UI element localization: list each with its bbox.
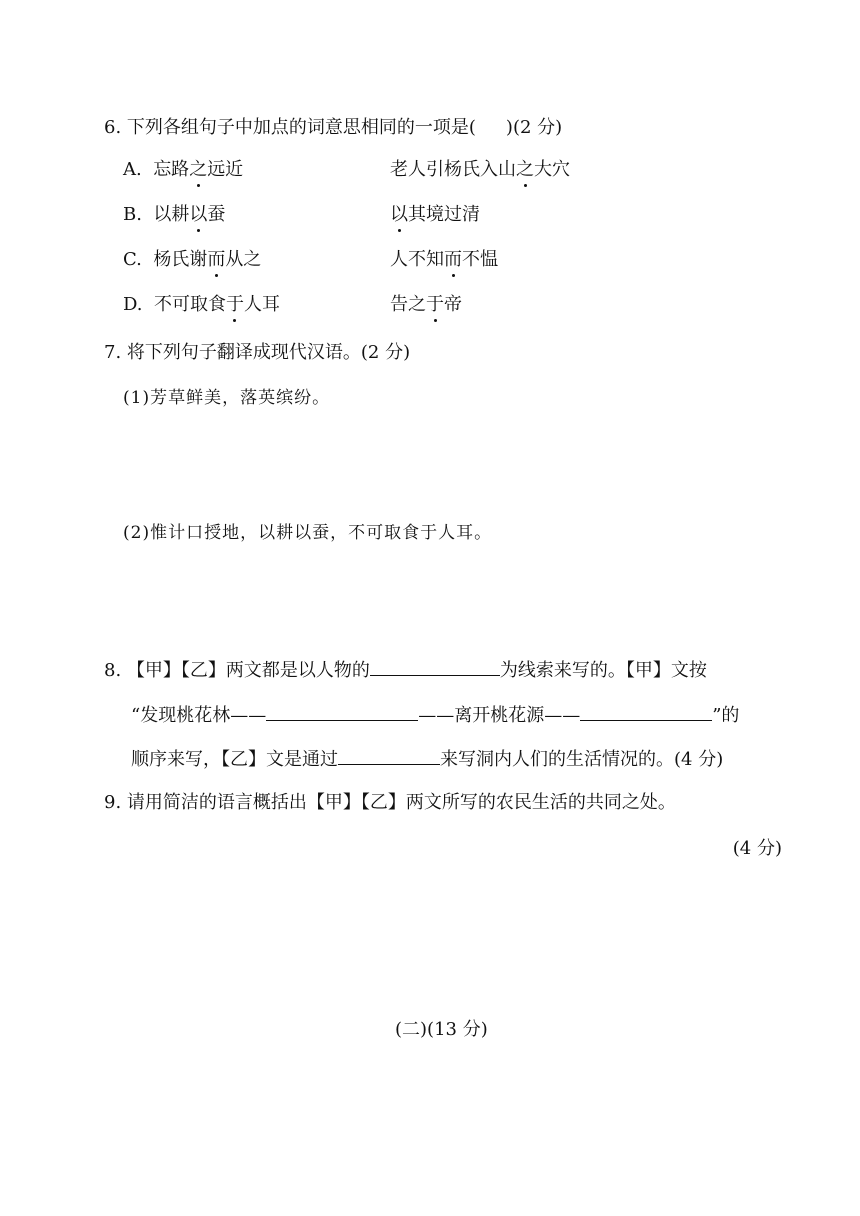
option-label: A. [123,159,142,180]
q6-stem-score: )(2 分) [505,117,563,138]
option-text: 帝 [444,294,462,315]
option-text: 老人引杨氏入山 [390,159,516,180]
dotted-char: 之 [516,159,534,180]
option-text: 大穴 [534,159,570,180]
q8-text: 顺序来写，【乙】文是通过 [131,749,338,770]
q6-option-b-right [390,203,480,227]
q6-option-d-left [123,293,280,317]
option-text: 忘路 [153,159,190,180]
q8-line-1 [104,657,707,683]
dotted-char: 以 [390,204,408,225]
section-heading: (二)(13 分) [395,1019,488,1040]
dotted-char: 而 [207,249,226,270]
q6-option-c-left [123,248,261,272]
option-text: 以耕 [153,204,190,225]
dotted-char: 而 [444,249,462,270]
dotted-char: 之 [189,159,208,180]
q8-blank-3[interactable] [580,702,712,721]
option-text: 其境过清 [408,204,480,225]
q8-text: 来写洞内人们的生活情况的。(4 分) [440,749,724,770]
q8-blank-2[interactable] [266,702,418,721]
option-text: 人耳 [243,294,280,315]
option-text: 告之 [390,294,426,315]
q6-option-a-right [390,158,570,182]
q7-stem: 7. 将下列句子翻译成现代汉语。(2 分) [104,342,411,363]
option-text: 从之 [225,249,262,270]
option-text: 不愠 [462,249,498,270]
dotted-char: 于 [426,294,444,315]
q6-option-b-left [123,203,225,227]
q8-line-2 [131,702,739,728]
q6-option-c-right [390,248,498,272]
q8-blank-1[interactable] [370,657,500,676]
q9-stem: 9. 请用简洁的语言概括出【甲】【乙】两文所写的农民生活的共同之处。 [104,792,676,813]
q8-text: ——离开桃花源—— [418,705,581,726]
q8-line-3 [131,746,723,772]
q8-text: “发现桃花林—— [131,705,267,726]
option-text: 蚕 [207,204,226,225]
option-text: 杨氏谢 [153,249,208,270]
option-text: 人不知 [390,249,444,270]
q7-sentence-1: (1)芳草鲜美，落英缤纷。 [123,388,331,408]
q6-stem [104,116,562,140]
option-label: B. [123,204,142,225]
q8-blank-4[interactable] [338,746,440,765]
q7-sentence-2: (2)惟计口授地，以耕以蚕，不可取食于人耳。 [123,523,493,543]
q8-text: ”的 [712,705,740,726]
option-text: 不可取食 [153,294,226,315]
q9-score: (4 分) [732,838,782,859]
q6-stem-text: 6. 下列各组句子中加点的词意思相同的一项是( [104,117,476,138]
q8-text: 为线索来写的。【甲】文按 [499,660,707,681]
dotted-char: 于 [225,294,244,315]
option-label: C. [123,249,142,270]
option-label: D. [123,294,143,315]
q6-option-d-right [390,293,462,317]
dotted-char: 以 [189,204,208,225]
option-text: 远近 [207,159,244,180]
q6-option-a-left [123,158,243,182]
q8-text: 8. 【甲】【乙】两文都是以人物的 [104,660,370,681]
